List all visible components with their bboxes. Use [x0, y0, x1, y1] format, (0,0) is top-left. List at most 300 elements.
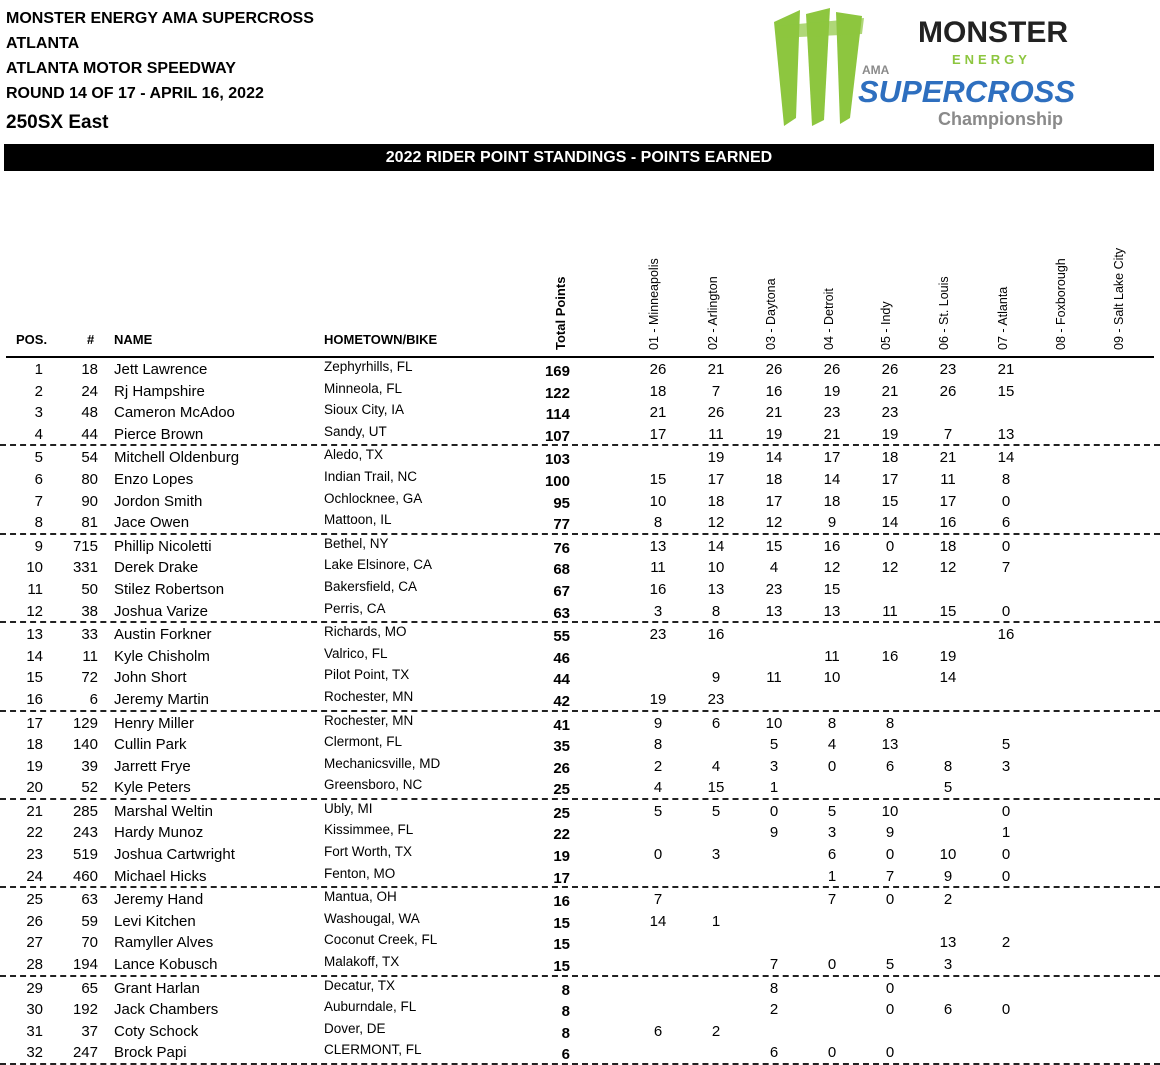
table-row: [0, 865, 1160, 889]
row-round-6-points: 2: [943, 891, 953, 909]
row-number: 54: [81, 449, 98, 467]
row-rider-name: Jack Chambers: [114, 1001, 219, 1019]
row-round-1-points: 4: [653, 779, 663, 797]
row-hometown: Bethel, NY: [324, 535, 389, 551]
row-number: 65: [81, 979, 98, 997]
row-round-6-points: 23: [939, 361, 957, 378]
row-total-points: 122: [544, 384, 570, 402]
row-position: 29: [26, 979, 43, 997]
row-total-points: 22: [553, 826, 570, 844]
table-row: [0, 688, 1160, 712]
row-round-5-points: 0: [885, 537, 895, 555]
row-round-2-points: 16: [707, 626, 725, 644]
row-total-points: 63: [553, 604, 570, 622]
row-total-points: 17: [553, 869, 570, 887]
row-rider-name: Cameron McAdoo: [114, 404, 235, 422]
row-round-7-points: 5: [1001, 736, 1011, 754]
row-round-3-points: 21: [765, 404, 783, 422]
row-round-1-points: 9: [653, 714, 663, 732]
row-round-2-points: 11: [708, 425, 724, 443]
row-round-3-points: 11: [766, 669, 782, 687]
row-round-4-points: 16: [823, 537, 841, 555]
table-row: [0, 998, 1160, 1020]
row-position: 23: [26, 846, 43, 864]
row-round-3-points: 8: [769, 979, 779, 997]
row-position: 6: [34, 470, 43, 488]
row-total-points: 77: [553, 516, 570, 534]
row-round-3-points: 9: [769, 824, 779, 842]
row-total-points: 114: [545, 406, 570, 424]
row-rider-name: Jett Lawrence: [114, 361, 208, 378]
row-round-3-points: 1: [769, 779, 779, 797]
table-row: [0, 977, 1160, 999]
col-round-7: 07 - Atlanta: [996, 286, 1010, 350]
row-round-2-points: 18: [707, 492, 725, 510]
row-round-1-points: 19: [649, 690, 667, 708]
row-rider-name: Cullin Park: [114, 736, 187, 754]
row-round-5-points: 15: [881, 492, 899, 510]
row-round-6-points: 8: [943, 757, 953, 775]
class-title: 250SX East: [6, 112, 109, 133]
row-position: 15: [26, 669, 43, 687]
row-total-points: 67: [553, 582, 570, 600]
logo-ama: AMA: [862, 63, 890, 77]
row-round-5-points: 13: [881, 736, 899, 754]
row-round-4-points: 6: [827, 846, 837, 864]
col-round-2: 02 - Arlington: [706, 276, 720, 350]
row-round-4-points: 0: [827, 1044, 837, 1062]
row-rider-name: Derek Drake: [114, 559, 199, 577]
row-round-7-points: 7: [1001, 559, 1011, 577]
row-position: 20: [26, 779, 43, 797]
row-hometown: Washougal, WA: [324, 910, 420, 926]
row-rider-name: Phillip Nicoletti: [114, 537, 212, 555]
row-total-points: 55: [553, 628, 570, 646]
row-hometown: Decatur, TX: [324, 977, 396, 993]
standings-table: [0, 358, 1160, 1065]
row-round-4-points: 23: [823, 404, 841, 422]
row-position: 21: [26, 802, 43, 820]
row-round-1-points: 0: [653, 846, 663, 864]
row-round-7-points: 16: [997, 626, 1015, 644]
row-round-4-points: 12: [823, 559, 841, 577]
row-number: 6: [89, 690, 98, 708]
row-round-4-points: 17: [823, 449, 841, 467]
row-position: 11: [27, 580, 43, 598]
row-rider-name: Jeremy Hand: [114, 891, 204, 909]
row-total-points: 15: [553, 936, 570, 954]
row-number: 70: [81, 934, 98, 952]
row-round-2-points: 21: [707, 361, 725, 378]
row-round-6-points: 21: [939, 449, 957, 467]
row-total-points: 44: [553, 671, 570, 689]
table-row: [0, 821, 1160, 843]
row-position: 32: [26, 1044, 43, 1062]
table-row: [0, 888, 1160, 910]
logo-brand-sub: ENERGY: [952, 52, 1031, 67]
row-round-5-points: 16: [881, 647, 899, 665]
col-round-1: 01 - Minneapolis: [647, 258, 661, 350]
row-round-5-points: 7: [885, 867, 895, 885]
table-row: [0, 733, 1160, 755]
row-round-7-points: 8: [1001, 470, 1011, 488]
row-round-1-points: 21: [649, 404, 667, 422]
row-round-6-points: 9: [943, 867, 953, 885]
table-row: [0, 666, 1160, 688]
row-rider-name: Grant Harlan: [114, 979, 200, 997]
row-round-5-points: 9: [885, 824, 895, 842]
row-hometown: Rochester, MN: [324, 712, 414, 728]
row-round-5-points: 11: [882, 602, 898, 620]
row-position: 5: [34, 449, 43, 467]
row-round-4-points: 3: [827, 824, 837, 842]
row-round-1-points: 15: [649, 470, 667, 488]
col-total: Total Points: [553, 276, 568, 350]
table-row: [0, 712, 1160, 734]
row-round-4-points: 13: [823, 602, 841, 620]
row-round-5-points: 8: [885, 714, 895, 732]
row-round-5-points: 21: [881, 382, 899, 400]
row-position: 30: [26, 1001, 43, 1019]
row-round-5-points: 0: [885, 891, 895, 909]
table-row: [0, 423, 1160, 447]
table-row: [0, 1020, 1160, 1042]
row-total-points: 68: [553, 561, 570, 579]
row-round-7-points: 0: [1001, 537, 1011, 555]
row-round-6-points: 13: [939, 934, 957, 952]
row-hometown: Lake Elsinore, CA: [324, 557, 433, 573]
row-rider-name: Lance Kobusch: [114, 956, 218, 974]
row-round-5-points: 0: [885, 979, 895, 997]
row-round-2-points: 4: [711, 757, 721, 775]
row-round-3-points: 0: [769, 802, 779, 820]
row-round-7-points: 0: [1001, 867, 1011, 885]
row-round-3-points: 18: [765, 470, 783, 488]
col-hometown: HOMETOWN/BIKE: [324, 332, 438, 347]
row-number: 80: [81, 470, 98, 488]
row-hometown: Aledo, TX: [324, 447, 384, 463]
row-round-5-points: 10: [881, 802, 899, 820]
row-rider-name: Kyle Chisholm: [114, 647, 210, 665]
row-round-4-points: 21: [823, 425, 841, 443]
row-number: 460: [72, 867, 98, 885]
row-round-7-points: 0: [1001, 1001, 1011, 1019]
row-rider-name: Levi Kitchen: [114, 912, 196, 930]
row-number: 11: [82, 647, 98, 665]
row-round-3-points: 12: [765, 514, 783, 532]
row-round-4-points: 15: [823, 580, 841, 598]
row-number: 129: [72, 714, 98, 732]
row-position: 14: [26, 647, 43, 665]
logo-brand-top: MONSTER: [918, 16, 1068, 49]
row-rider-name: Pierce Brown: [114, 425, 204, 443]
row-round-6-points: 17: [939, 492, 957, 510]
col-round-8: 08 - Foxborough: [1054, 258, 1068, 350]
row-hometown: Bakersfield, CA: [324, 578, 418, 594]
row-round-6-points: 12: [939, 559, 957, 577]
row-round-2-points: 12: [707, 514, 725, 532]
row-round-1-points: 13: [649, 537, 667, 555]
series-title: MONSTER ENERGY AMA SUPERCROSS: [6, 10, 314, 27]
row-round-1-points: 14: [649, 912, 667, 930]
row-total-points: 95: [553, 494, 570, 512]
row-round-1-points: 23: [649, 626, 667, 644]
row-total-points: 19: [553, 848, 570, 866]
row-round-6-points: 14: [939, 669, 957, 687]
row-number: 72: [81, 669, 98, 687]
row-round-2-points: 1: [711, 912, 721, 930]
monster-claw-icon: [774, 8, 864, 126]
row-hometown: Fort Worth, TX: [324, 844, 413, 860]
table-row: [0, 800, 1160, 822]
row-position: 7: [34, 492, 43, 510]
col-round-5: 05 - Indy: [879, 301, 893, 350]
row-round-5-points: 0: [885, 846, 895, 864]
row-position: 13: [26, 626, 43, 644]
row-round-4-points: 26: [823, 361, 841, 378]
table-row: [0, 468, 1160, 490]
row-round-3-points: 13: [765, 602, 783, 620]
col-round-9: 09 - Salt Lake City: [1112, 247, 1126, 350]
row-number: 50: [81, 580, 98, 598]
row-round-1-points: 5: [653, 802, 663, 820]
row-round-7-points: 21: [997, 361, 1015, 378]
row-hometown: Sandy, UT: [324, 423, 387, 439]
row-rider-name: Joshua Varize: [114, 602, 208, 620]
row-total-points: 6: [561, 1046, 570, 1064]
table-row: [0, 776, 1160, 800]
table-row: [0, 556, 1160, 578]
row-number: 140: [72, 736, 98, 754]
row-round-1-points: 8: [653, 736, 663, 754]
row-rider-name: Marshal Weltin: [114, 802, 213, 820]
row-round-2-points: 13: [707, 580, 725, 598]
row-round-5-points: 0: [885, 1001, 895, 1019]
row-round-5-points: 18: [881, 449, 899, 467]
row-number: 243: [72, 824, 98, 842]
row-hometown: Minneola, FL: [324, 380, 403, 396]
row-round-2-points: 3: [711, 846, 721, 864]
row-round-2-points: 26: [707, 404, 725, 422]
row-number: 63: [81, 891, 98, 909]
row-round-2-points: 10: [707, 559, 725, 577]
row-rider-name: Mitchell Oldenburg: [114, 449, 240, 467]
row-round-2-points: 15: [707, 779, 725, 797]
row-round-2-points: 14: [707, 537, 725, 555]
round-title: ROUND 14 OF 17 - APRIL 16, 2022: [6, 85, 264, 102]
row-total-points: 26: [553, 759, 570, 777]
row-round-3-points: 14: [765, 449, 783, 467]
row-total-points: 46: [553, 649, 570, 667]
row-round-7-points: 14: [997, 449, 1015, 467]
row-round-3-points: 16: [765, 382, 783, 400]
row-position: 22: [26, 824, 43, 842]
row-round-5-points: 0: [885, 1044, 895, 1062]
row-position: 3: [34, 404, 43, 422]
row-number: 81: [81, 514, 98, 532]
row-position: 18: [26, 736, 43, 754]
row-number: 90: [81, 492, 98, 510]
row-round-6-points: 19: [939, 647, 957, 665]
row-round-2-points: 5: [711, 802, 721, 820]
row-hometown: Malakoff, TX: [324, 954, 400, 970]
row-position: 26: [26, 912, 43, 930]
row-round-1-points: 8: [653, 514, 663, 532]
row-position: 9: [34, 537, 43, 555]
row-round-6-points: 26: [939, 382, 957, 400]
row-hometown: Perris, CA: [324, 600, 386, 616]
row-number: 247: [72, 1044, 98, 1062]
row-round-6-points: 7: [943, 425, 953, 443]
row-total-points: 25: [553, 804, 570, 822]
table-row: [0, 511, 1160, 535]
row-hometown: Coconut Creek, FL: [324, 932, 438, 948]
row-round-4-points: 14: [823, 470, 841, 488]
row-position: 4: [34, 425, 43, 443]
row-hometown: Rochester, MN: [324, 688, 414, 704]
logo-tag: Championship: [938, 109, 1063, 129]
row-round-4-points: 11: [824, 647, 840, 665]
row-hometown: Indian Trail, NC: [324, 468, 418, 484]
row-round-6-points: 11: [940, 470, 956, 488]
row-hometown: Richards, MO: [324, 624, 407, 640]
row-hometown: Sioux City, IA: [324, 402, 405, 418]
standings-banner: 2022 RIDER POINT STANDINGS - POINTS EARNED: [4, 144, 1154, 171]
row-round-7-points: 0: [1001, 602, 1011, 620]
row-rider-name: Jeremy Martin: [114, 690, 210, 708]
table-row: [0, 953, 1160, 977]
row-round-3-points: 3: [769, 757, 779, 775]
row-round-6-points: 3: [943, 956, 953, 974]
row-round-1-points: 18: [649, 382, 667, 400]
row-hometown: Kissimmee, FL: [324, 822, 414, 838]
row-rider-name: Coty Schock: [114, 1022, 199, 1040]
table-row: [0, 446, 1160, 468]
row-total-points: 35: [553, 738, 570, 756]
row-number: 285: [72, 802, 98, 820]
row-total-points: 107: [544, 427, 570, 445]
row-position: 1: [34, 361, 43, 378]
row-hometown: Auburndale, FL: [324, 999, 417, 1015]
row-round-7-points: 13: [997, 425, 1015, 443]
col-pos: POS.: [16, 332, 48, 347]
row-round-3-points: 7: [769, 956, 779, 974]
row-round-5-points: 19: [881, 425, 899, 443]
row-number: 715: [72, 537, 98, 555]
col-round-3: 03 - Daytona: [764, 278, 778, 350]
table-row: [0, 490, 1160, 512]
row-round-2-points: 23: [707, 690, 725, 708]
row-number: 18: [81, 361, 98, 378]
row-total-points: 42: [553, 692, 570, 710]
row-round-7-points: 0: [1001, 846, 1011, 864]
row-number: 24: [81, 382, 98, 400]
row-round-6-points: 15: [939, 602, 957, 620]
row-round-1-points: 17: [649, 425, 667, 443]
row-rider-name: Henry Miller: [114, 714, 195, 732]
row-round-4-points: 0: [827, 757, 837, 775]
supercross-logo: [766, 8, 1156, 133]
row-round-6-points: 6: [943, 1001, 953, 1019]
row-round-2-points: 17: [707, 470, 725, 488]
row-number: 331: [72, 559, 98, 577]
table-row: [0, 910, 1160, 932]
row-round-5-points: 26: [881, 361, 899, 378]
row-round-5-points: 23: [881, 404, 899, 422]
row-hometown: Ubly, MI: [324, 800, 373, 816]
row-round-2-points: 6: [711, 714, 721, 732]
row-position: 12: [26, 602, 43, 620]
row-position: 31: [26, 1022, 43, 1040]
row-total-points: 8: [561, 981, 570, 999]
table-row: [0, 401, 1160, 423]
row-round-4-points: 9: [827, 514, 837, 532]
row-hometown: Mattoon, IL: [324, 512, 392, 528]
row-number: 44: [81, 425, 98, 443]
table-row: [0, 578, 1160, 600]
row-round-7-points: 15: [997, 382, 1015, 400]
row-rider-name: Hardy Munoz: [114, 824, 204, 842]
row-total-points: 76: [553, 539, 570, 557]
row-round-1-points: 11: [650, 559, 666, 577]
row-round-6-points: 10: [939, 846, 957, 864]
row-total-points: 103: [544, 451, 570, 469]
row-number: 194: [72, 956, 98, 974]
row-number: 52: [81, 779, 98, 797]
row-round-2-points: 8: [711, 602, 721, 620]
row-round-1-points: 16: [649, 580, 667, 598]
row-hometown: Pilot Point, TX: [324, 667, 410, 683]
row-number: 37: [81, 1022, 98, 1040]
table-row: [0, 645, 1160, 667]
table-row: [0, 755, 1160, 777]
row-hometown: Greensboro, NC: [324, 777, 423, 793]
row-number: 519: [72, 846, 98, 864]
row-hometown: Dover, DE: [324, 1020, 386, 1036]
row-round-4-points: 1: [827, 867, 837, 885]
row-round-3-points: 23: [765, 580, 783, 598]
row-number: 59: [81, 912, 98, 930]
row-round-5-points: 5: [885, 956, 895, 974]
row-round-3-points: 2: [769, 1001, 779, 1019]
row-position: 25: [26, 891, 43, 909]
city-title: ATLANTA: [6, 35, 80, 52]
row-rider-name: Kyle Peters: [114, 779, 191, 797]
row-round-6-points: 5: [943, 779, 953, 797]
row-round-7-points: 1: [1001, 824, 1011, 842]
row-round-7-points: 0: [1001, 802, 1011, 820]
table-row: [0, 931, 1160, 953]
row-round-5-points: 12: [881, 559, 899, 577]
row-number: 48: [81, 404, 98, 422]
row-round-5-points: 6: [885, 757, 895, 775]
row-round-3-points: 26: [765, 361, 783, 378]
row-hometown: Zephyrhills, FL: [324, 359, 413, 374]
col-name: NAME: [114, 332, 153, 347]
row-hometown: Fenton, MO: [324, 865, 396, 881]
row-round-4-points: 4: [827, 736, 837, 754]
row-position: 24: [26, 867, 43, 885]
row-position: 10: [26, 559, 43, 577]
row-total-points: 41: [553, 716, 570, 734]
row-total-points: 25: [553, 781, 570, 799]
row-hometown: Mechanicsville, MD: [324, 755, 441, 771]
row-round-1-points: 26: [649, 361, 667, 378]
row-round-4-points: 7: [827, 891, 837, 909]
row-position: 19: [26, 757, 43, 775]
col-round-6: 06 - St. Louis: [937, 276, 951, 350]
row-number: 192: [72, 1001, 98, 1019]
